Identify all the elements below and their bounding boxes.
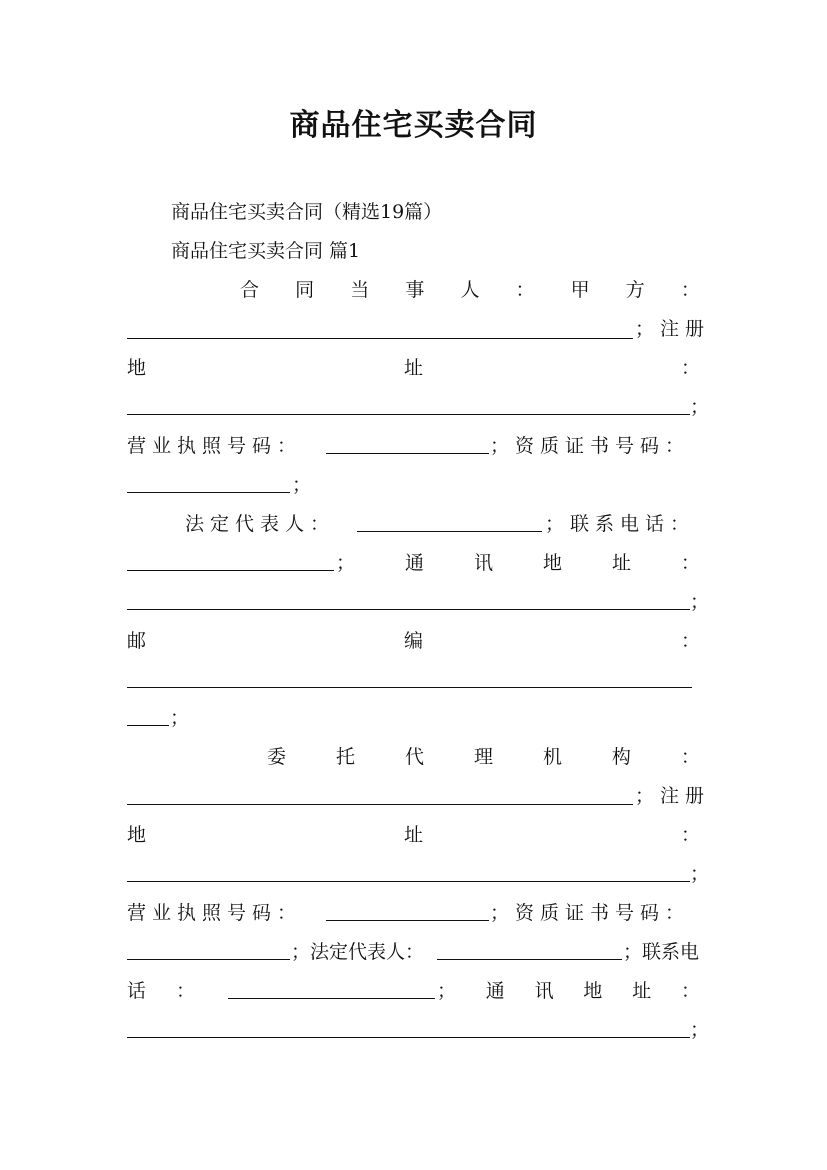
label-char: ： xyxy=(680,980,700,1002)
label-char: 址 xyxy=(403,357,423,379)
label-char: 事 xyxy=(405,279,425,301)
label-char: 合 xyxy=(240,279,260,301)
phone-label: ；联系电话： xyxy=(545,513,696,535)
label-char: 通 xyxy=(485,980,505,1002)
legal-rep-blank[interactable] xyxy=(437,959,622,960)
label-char: ： xyxy=(176,980,196,1002)
section-heading: 商品住宅买卖合同 篇1 xyxy=(171,240,361,262)
label-char: 讯 xyxy=(534,980,554,1002)
semicolon: ； xyxy=(170,707,190,729)
agent-address-row xyxy=(127,822,700,848)
party-a-address-row xyxy=(127,355,700,381)
semicolon: ； xyxy=(690,1019,710,1041)
label-char: 地 xyxy=(127,824,147,846)
label-char: 地 xyxy=(583,980,603,1002)
label-char: 通 xyxy=(404,552,424,574)
label-char: 方 xyxy=(625,279,645,301)
semicolon: ； xyxy=(690,396,710,418)
party-a-name-blank[interactable] xyxy=(127,338,633,339)
legal-rep-inline-label: ；法定代表人： xyxy=(291,941,425,963)
label-char: 机 xyxy=(542,746,562,768)
reg-addr-label: ；注册 xyxy=(635,785,711,807)
phone-blank[interactable] xyxy=(127,570,334,571)
party-a-address-blank[interactable] xyxy=(127,414,690,415)
label-char: 理 xyxy=(473,746,493,768)
phone-inline-label: ；联系电 xyxy=(623,941,700,963)
cert-label: ；资质证书号码： xyxy=(490,902,691,924)
comm-addr-label-row xyxy=(437,978,700,1004)
label-char: 地 xyxy=(127,357,147,379)
reg-addr-label: ；注册 xyxy=(635,318,711,340)
agent-name-blank[interactable] xyxy=(127,804,633,805)
document-subtitle: 商品住宅买卖合同（精选19篇） xyxy=(171,201,443,223)
postcode-label-row xyxy=(127,628,700,654)
semicolon: ； xyxy=(690,863,710,885)
label-char: 人 xyxy=(460,279,480,301)
label-char: ； xyxy=(336,552,356,574)
comm-addr-blank[interactable] xyxy=(127,1037,690,1038)
license-blank[interactable] xyxy=(326,920,489,921)
label-char: ： xyxy=(680,279,700,301)
label-char: 甲 xyxy=(570,279,590,301)
postcode-blank-tail[interactable] xyxy=(127,725,169,726)
legal-rep-label: 法定代表人： xyxy=(185,513,336,535)
agent-label-row xyxy=(267,744,700,770)
label-char: 话 xyxy=(127,980,147,1002)
semicolon: ； xyxy=(690,591,710,613)
label-char: ： xyxy=(680,357,700,379)
cert-blank[interactable] xyxy=(127,492,290,493)
comm-addr-blank[interactable] xyxy=(127,609,690,610)
label-char: ： xyxy=(680,746,700,768)
label-char: 址 xyxy=(611,552,631,574)
label-char: 委 xyxy=(267,746,287,768)
label-char: ： xyxy=(680,824,700,846)
label-char: 构 xyxy=(611,746,631,768)
label-char: 编 xyxy=(403,630,423,652)
label-char: 代 xyxy=(404,746,424,768)
label-char: 讯 xyxy=(473,552,493,574)
label-char: 址 xyxy=(632,980,652,1002)
license-blank[interactable] xyxy=(326,453,489,454)
label-char: 地 xyxy=(542,552,562,574)
label-char: 邮 xyxy=(127,630,147,652)
license-label: 营业执照号码： xyxy=(127,435,303,457)
label-char: ： xyxy=(515,279,535,301)
party-a-label-row xyxy=(240,277,700,303)
comm-addr-label-row xyxy=(336,550,700,576)
legal-rep-blank[interactable] xyxy=(357,531,542,532)
label-char: 址 xyxy=(403,824,423,846)
label-char: 当 xyxy=(350,279,370,301)
label-char: ； xyxy=(437,980,457,1002)
postcode-blank[interactable] xyxy=(127,687,692,688)
phone-blank[interactable] xyxy=(228,998,435,999)
document-title: 商品住宅买卖合同 xyxy=(289,108,538,143)
semicolon: ； xyxy=(292,474,312,496)
label-char: 托 xyxy=(335,746,355,768)
agent-address-blank[interactable] xyxy=(127,881,690,882)
license-label: 营业执照号码： xyxy=(127,902,303,924)
label-char: 同 xyxy=(295,279,315,301)
cert-label: ；资质证书号码： xyxy=(490,435,691,457)
cert-blank[interactable] xyxy=(127,959,290,960)
label-char: ： xyxy=(680,630,700,652)
label-char: ： xyxy=(680,552,700,574)
